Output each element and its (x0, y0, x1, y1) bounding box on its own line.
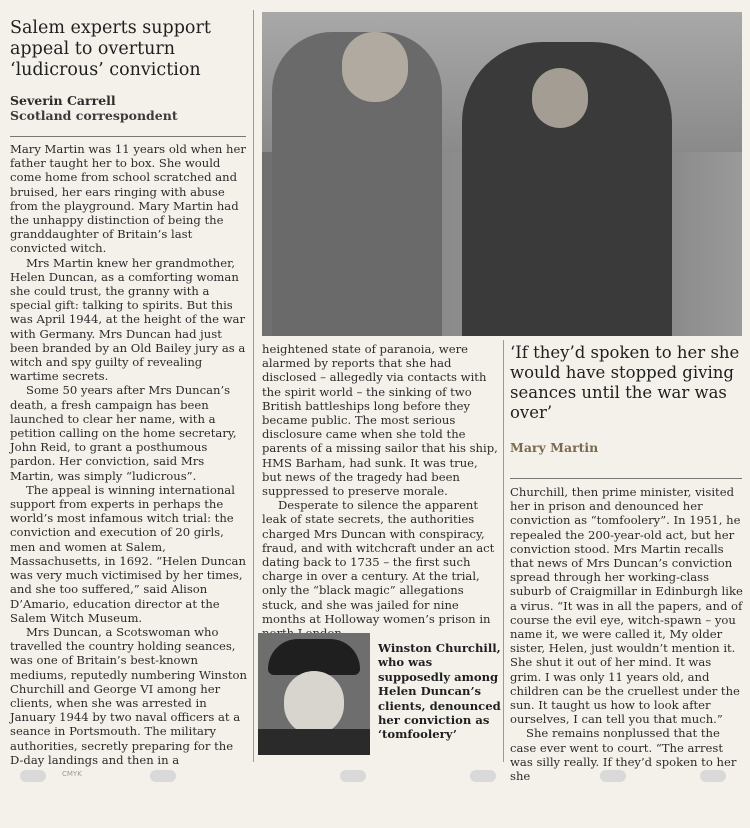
registration-dot (340, 770, 366, 782)
paragraph: Mary Martin was 11 years old when her father taught her to box. She would come home from school scratched and bruised, her ears ringing with abuse from the playground. Mary Martin had the unhappy distinction of being the granddaughter of Britain’s last convicted witch. (10, 142, 246, 256)
column-rule-right (503, 340, 504, 762)
print-registration-marks (0, 766, 750, 788)
pull-quote-rule (510, 478, 742, 479)
paragraph: Churchill, then prime minister, visited her in prison and denounced her conviction as “tomfoolery”. In 1951, he repealed the 200-year-old act, but her conviction stood. Mrs Martin recalls that news of Mrs Duncan’s conviction spread through her working-class suburb of Craigmillar in Edinburgh like a virus. “It was in all the papers, and of course the evil eye, witch-spawn – you name it, we were called it, My older sister, Helen, just wouldn’t mention it. She shut it out of her mind. It was grim. I was only 11 years old, and children can be the cruellest under the sun. It taught us how to look after ourselves, I can tell you that much.” (510, 485, 743, 727)
article-column-1 (10, 142, 248, 767)
churchill-hat (268, 639, 360, 675)
pull-quote-author: Mary Martin (510, 440, 599, 455)
author-name: Severin Carrell (10, 93, 116, 108)
author-role: Scotland correspondent (10, 108, 178, 123)
photo-woman-face (532, 68, 588, 128)
registration-dot (600, 770, 626, 782)
paragraph: The appeal is winning international support from experts in perhaps the world’s most infamous witch trial: the conviction and execution of 20 girls, men and women at Salem, Massachusetts, in 1692. “Helen Duncan was very much victimised by her times, and she too suffered,” said Alison D’Amario, education director at the Salem Witch Museum. (10, 482, 246, 625)
photo-man-head (342, 32, 408, 102)
paragraph: Some 50 years after Mrs Duncan’s death, a fresh campaign has been launched to clear her name, with a petition calling on the home secretary, John Reid, to grant a posthumous pardon. Her conviction, said Mrs Martin, was simply “ludicrous”. (10, 383, 237, 483)
paragraph: heightened state of paranoia, were alarmed by reports that she had disclosed – allegedly via contacts with the spirit world – the sinking of two British battleships long before they became public. The most serious disclosure came when she told the parents of a missing sailor that his ship, HMS Barham, had sunk. It was true, but news of the tragedy had been suppressed to preserve morale. (262, 342, 498, 499)
paragraph: Desperate to silence the apparent leak of state secrets, the authorities charged Mrs Duncan with conspiracy, fraud, and with witchcraft under an act dating back to 1735 – the first such charge in over a century. At the trial, only the “black magic” allegations stuck, and she was jailed for nine months at Holloway women’s prison in (262, 498, 495, 626)
pull-quote: ‘If they’d spoken to her she would have stopped giving seances until the war was over’ (510, 343, 740, 422)
churchill-face (284, 671, 344, 735)
registration-dot (470, 770, 496, 782)
byline-rule (10, 136, 246, 137)
column-rule-left (253, 10, 254, 762)
article-column-2 (262, 342, 500, 640)
paragraph: Mrs Martin knew her grandmother, Helen Duncan, as a comforting woman she could trust, the granny with a special gift: talking to spirits. But this was April 1944, at the height of the war with Germany. Mrs Duncan had just been branded by an Old Bailey jury as a witch and spy guilty of revealing wartime secrets. (10, 255, 246, 384)
churchill-coat (258, 729, 370, 755)
photo-caption: Winston Churchill, who was supposedly among Helen Duncan’s clients, denounced her conviction as ‘tomfoolery’ (378, 641, 501, 742)
paragraph: She remains nonplussed that the case ever went to court. “The arrest was silly really. If they’d spoken to her she (510, 726, 737, 784)
article-column-3 (510, 485, 744, 783)
headline: Salem experts support appeal to overturn ‘ludicrous’ conviction (10, 18, 211, 80)
cmyk-mark: CMYK (62, 770, 82, 778)
byline (10, 93, 248, 123)
paragraph: Mrs Duncan, a Scotswoman who travelled the country holding seances, was one of Britain’s best-known mediums, reputedly numbering Winston Churchill and George VI among her clients, when she was arrested in January 1944 by two naval officers at a seance in Portsmouth. The military authorities, secretly preparing for the D-day landings and then in a (10, 624, 247, 767)
registration-dot (700, 770, 726, 782)
registration-dot (150, 770, 176, 782)
registration-dot (20, 770, 46, 782)
main-photo (262, 12, 742, 336)
churchill-photo (258, 633, 370, 755)
